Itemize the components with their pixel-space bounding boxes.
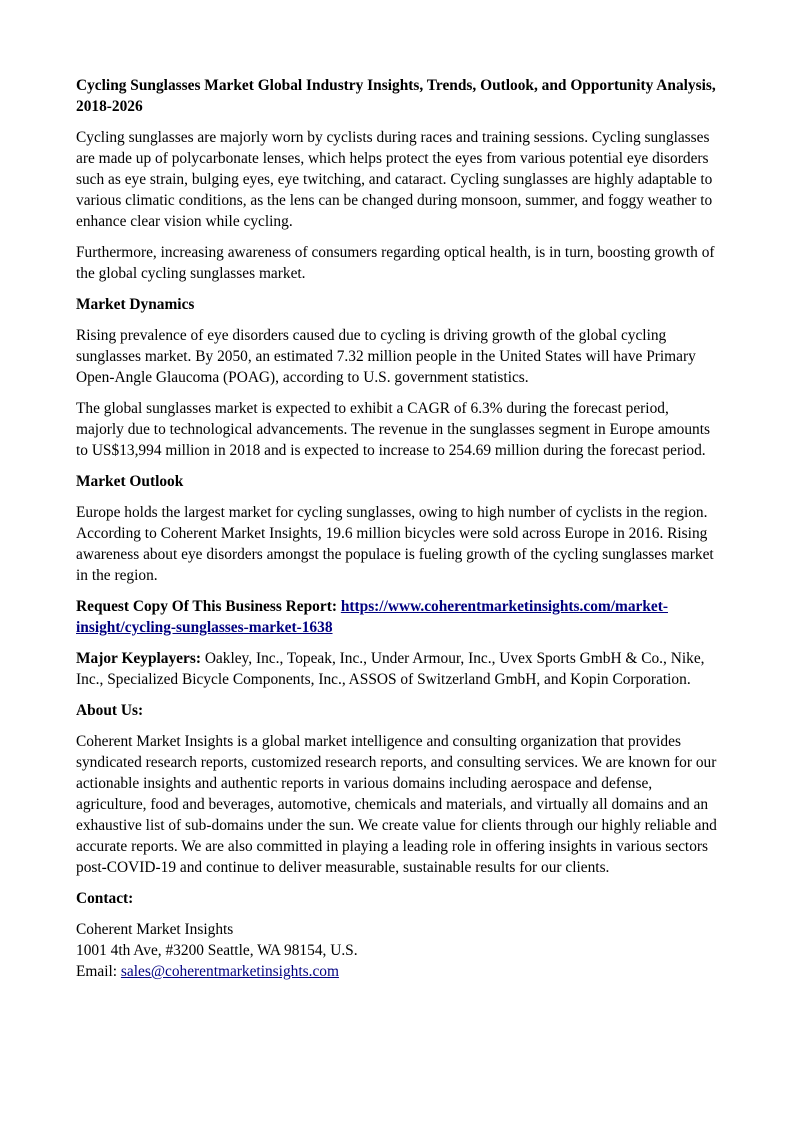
contact-address: 1001 4th Ave, #3200 Seattle, WA 98154, U.S. bbox=[76, 942, 358, 959]
intro-paragraph-2: Furthermore, increasing awareness of consumers regarding optical health, is in turn, boosting growth of the global cycling sunglasses market. bbox=[76, 244, 715, 282]
market-outlook-paragraph: Europe holds the largest market for cycling sunglasses, owing to high number of cyclists in the region. According to Coherent Market Insights, 19.6 million bicycles were sold across Europe in 2016. Rising awareness about eye disorders amongst the populace is fueling growth of the cycling sunglasses market in the region. bbox=[76, 504, 714, 584]
market-dynamics-paragraph-2: The global sunglasses market is expected to exhibit a CAGR of 6.3% during the forecast period, majorly due to technological advancements. The revenue in the sunglasses segment in Europe amounts to US$13,994 million in 2018 and is expected to increase to 254.69 million during the forecast period. bbox=[76, 400, 710, 459]
contact-company: Coherent Market Insights bbox=[76, 921, 234, 938]
market-dynamics-paragraph-1: Rising prevalence of eye disorders caused due to cycling is driving growth of the global cycling sunglasses market. By 2050, an estimated 7.32 million people in the United States will have Primary Open-Angle Glaucoma (POAG), according to U.S. government statistics. bbox=[76, 327, 696, 386]
about-paragraph: Coherent Market Insights is a global market intelligence and consulting organization that provides syndicated research reports, customized research reports, and consulting services. We are known for our actionable insights and authentic reports in various domains including aerospace and defense, agriculture, food and beverages, automotive, chemicals and materials, and virtually all domains and an exhaustive list of sub-domains under the sun. We create value for clients through our highly reliable and accurate reports. We are also committed in playing a leading role in offering insights in various sectors post-COVID-19 and continue to deliver measurable, sustainable results for our clients. bbox=[76, 733, 717, 876]
contact-email-line bbox=[76, 961, 718, 982]
market-outlook-heading: Market Outlook bbox=[76, 473, 184, 490]
market-dynamics-heading: Market Dynamics bbox=[76, 296, 195, 313]
request-copy-line bbox=[76, 596, 718, 638]
contact-block bbox=[76, 919, 718, 982]
keyplayers-label: Major Keyplayers: bbox=[76, 650, 201, 667]
keyplayers-text: Oakley, Inc., Topeak, Inc., Under Armour, Inc., Uvex Sports GmbH & Co., Nike, Inc., Specialized Bicycle Components, Inc., ASSOS of Switzerland GmbH, and Kopin Corporation. bbox=[76, 650, 705, 688]
intro-paragraph-1: Cycling sunglasses are majorly worn by cyclists during races and training sessions. Cycling sunglasses are made up of polycarbonate lenses, which helps protect the eyes from various potential eye disorders such as eye strain, bulging eyes, eye twitching, and cataract. Cycling sunglasses are highly adaptable to various climatic conditions, as the lens can be changed during monsoon, summer, and foggy weather to enhance clear vision while cycling. bbox=[76, 129, 713, 230]
keyplayers-line bbox=[76, 648, 718, 690]
about-heading: About Us: bbox=[76, 702, 144, 719]
email-link[interactable]: sales@coherentmarketinsights.com bbox=[120, 963, 339, 980]
email-label: Email: bbox=[76, 963, 118, 980]
report-link[interactable]: https://www.coherentmarketinsights.com/market-insight/cycling-sunglasses-market-1638 bbox=[76, 598, 668, 636]
request-copy-label: Request Copy Of This Business Report: bbox=[76, 598, 337, 615]
contact-heading: Contact: bbox=[76, 890, 134, 907]
document-title: Cycling Sunglasses Market Global Industry Insights, Trends, Outlook, and Opportunity Analysis, 2018-2026 bbox=[76, 77, 716, 115]
